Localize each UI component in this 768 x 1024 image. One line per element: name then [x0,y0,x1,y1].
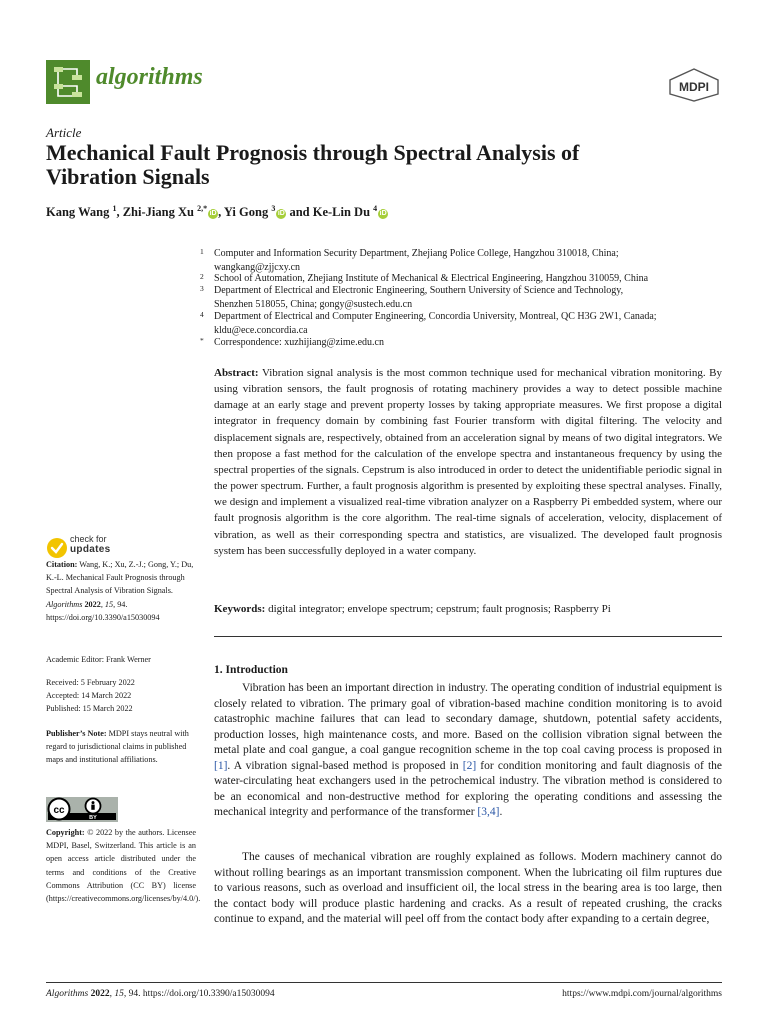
affiliation-email[interactable]: Shenzhen 518055, China; gongy@sustech.edu.cn [214,299,413,310]
affiliation-1 [200,247,726,275]
abstract [214,365,722,559]
author-name[interactable]: Kang Wang [46,205,110,220]
citation-link[interactable]: [3,4] [477,806,500,818]
check-updates-line: check for [70,534,107,544]
affiliation-email[interactable]: wangkang@zjjcxy.cn [214,262,301,273]
paragraph-text: for condition monitoring and fault diagnosis of the water-circulating heat exchangers used in the petrochemical industry. The vibration method is considered to be an economical and non-destructive method for exploring the operating conditions and assessing the mechanical integrity and performance of the transformer [214,759,722,818]
author-list [46,204,388,220]
affiliation-number: * [200,336,204,345]
affiliation-email[interactable]: kldu@ece.concordia.ca [214,325,308,336]
keywords-text: digital integrator; envelope spectrum; cepstrum; fault prognosis; Raspberry Pi [268,603,611,615]
affiliation-line: Department of Electrical and Electronic Engineering, Southern University of Science and Technology, [214,285,624,296]
section-heading: 1. Introduction [214,664,288,676]
paragraph-text: . A vibration signal-based method is proposed in [227,759,463,772]
license-badge-text: BY [89,815,97,821]
author-separator: , [116,205,123,220]
academic-editor: Academic Editor: Frank Werner [46,655,151,664]
citation-volume: , 15 [100,599,114,609]
affiliation-number: 1 [200,247,204,256]
abstract-label: Abstract: [214,367,259,379]
citation-year: 2022 [82,599,101,609]
intro-paragraph-2 [214,850,722,928]
copyright-notice [46,826,201,905]
author-separator: , [218,205,224,220]
citation-journal: Algorithms [46,599,83,609]
footer-volume: , 15 [109,989,124,999]
affiliation-number: 2 [200,272,204,281]
author-affiliation-mark: 2,* [197,204,208,213]
publisher-note-text: MDPI stays neutral with regard to jurisdictional claims in published maps and institutional affiliations. [46,729,189,765]
accepted-date: Accepted: 14 March 2022 [46,691,132,701]
author-affiliation-mark: 4 [373,204,378,213]
check-updates-line: updates [70,543,111,555]
orcid-icon[interactable]: iD [209,210,217,218]
author-name[interactable]: Ke-Lin Du [312,205,371,220]
affiliation-3 [200,284,726,312]
footer-citation [46,989,275,999]
footer-journal: Algorithms [46,989,89,999]
paragraph-text: Vibration has been an important direction in industry. The operating condition of industrial equipment is closely related to vibration. The primary goal of vibration-based machine condition monitoring is to avoid catastrophic machine failures that can lead to secondary damage, shutdown, potential safety accidents, production losses, high maintenance costs, and more. Based on the collision vibration signal between the metal plate and coal gangue, a coal gangue recognition scheme in the top coal caving process is proposed in [214,682,722,756]
correspondence-email[interactable]: Correspondence: xuzhijiang@zime.edu.cn [214,337,384,348]
citation-block [46,558,196,624]
keywords-label: Keywords: [214,603,266,615]
publisher-note [46,727,196,767]
publisher-name: MDPI [679,80,709,94]
footer-journal-url[interactable]: https://www.mdpi.com/journal/algorithms [562,989,722,999]
abstract-text: Vibration signal analysis is the most common technique used for mechanical vibration monitoring. By using vibration sensors, the fault prognosis of rotating machinery provides a way to detect possible machine damage at an early stage and prevent property losses by taking appropriate measures. We first propose a digital integrator in frequency domain by combining fast Fourier transform with digital filtering. The velocity and displacement signals are, respectively, obtained from an acceleration signal by means of two digital integrators. We then propose a fast method for the calculation of the envelope spectra and instantaneous frequency by using the spectral properties of the signals. Cepstrum is also introduced in order to detect the unidentifiable periodic signal in the power spectrum. Further, a fault prognosis algorithm is presented by exploiting these spectral analyses. Finally, we design and implement a visualized real-time vibration analyzer on a Raspberry Pi embedded system, where our fault prognosis algorithm is the core algorithm. The real-time signals of acceleration, velocity, displacement of vibration, as well as their corresponding spectra and statistics, are visualized. The developed fault prognosis system has been successfully deployed in a water company. [214,367,722,557]
paragraph-text: The causes of mechanical vibration are roughly explained as follows. Modern machinery cannot do without rolling bearings as an important transmission component. When the lubricating oil film ruptures due to various reasons, such as overload and insufficient oil, the local stress in the bearing area is too large, then the contact body will produce plastic hardening and cracks. As a result of repeated crushing, the cracks continue to expand, and the material will peel off from the contact body after expanding to a certain degree, [214,851,722,925]
svg-text:cc: cc [53,805,65,816]
affiliation-number: 3 [200,284,204,293]
cc-license-badge[interactable] [46,797,118,822]
copyright-text: © 2022 by the authors. Licensee MDPI, Basel, Switzerland. This article is an open access article distributed under the terms and conditions of the Creative Commons Attribution (CC BY) license (https://creativecommons.org/licenses/by/4.0/). [46,828,201,904]
citation-link[interactable]: [2] [462,759,477,772]
orcid-icon[interactable]: iD [379,210,387,218]
title-line-2: Vibration Signals [46,164,210,189]
journal-logo-icon [46,60,90,104]
citation-doi[interactable]: , 94. https://doi.org/10.3390/a15030094 [46,599,160,622]
affiliation-number: 4 [200,310,204,319]
check-updates-badge-icon [46,537,68,559]
publication-dates [46,676,196,716]
citation-label: Citation: [46,560,78,569]
orcid-icon[interactable]: iD [277,210,285,218]
received-date: Received: 5 February 2022 [46,678,135,687]
paragraph-text: . [499,806,503,818]
check-for-updates-icon[interactable] [46,537,68,559]
affiliation-line: Computer and Information Security Department, Zhejiang Police College, Hangzhou 310018, China; [214,248,619,259]
author-affiliation-mark: 3 [271,204,276,213]
correspondence [200,336,726,350]
title-line-1: Mechanical Fault Prognosis through Spectral Analysis of [46,140,580,165]
affiliation-line: School of Automation, Zhejiang Institute of Mechanical & Electrical Engineering, Hangzhou 310059, China [214,273,649,284]
footer-doi[interactable]: , 94. https://doi.org/10.3390/a15030094 [123,989,275,999]
citation-link[interactable]: [1] [214,759,228,772]
copyright-label: Copyright: [46,828,85,837]
article-type: Article [46,125,82,140]
affiliation-4 [200,310,726,338]
affiliation-line: Department of Electrical and Computer Engineering, Concordia University, Montreal, QC H3G 2W1, Canada; [214,311,657,322]
citation-text: Wang, K.; Xu, Z.-J.; Gong, Y.; Du, K.-L. Mechanical Fault Prognosis through Spectral Analysis of Vibration Signals. [46,560,194,596]
check-for-updates-label[interactable] [70,535,110,554]
footer-year: 2022 [88,989,110,999]
page-title [46,141,726,189]
author-separator: and [286,205,313,220]
section-divider [214,636,722,637]
intro-paragraph-1 [214,681,722,821]
journal-name[interactable]: algorithms [96,64,203,90]
algorithm-flowchart-icon [46,60,90,104]
published-date: Published: 15 March 2022 [46,704,133,714]
publisher-note-label: Publisher’s Note: [46,729,107,738]
author-affiliation-mark: 1 [112,204,117,213]
keywords [214,602,722,616]
author-name[interactable]: Zhi-Jiang Xu [122,205,194,220]
mdpi-logo-icon [668,68,720,102]
footer-divider [46,982,722,983]
author-name[interactable]: Yi Gong [223,205,269,220]
publisher-logo[interactable] [668,68,720,102]
creative-commons-icon [46,797,118,822]
